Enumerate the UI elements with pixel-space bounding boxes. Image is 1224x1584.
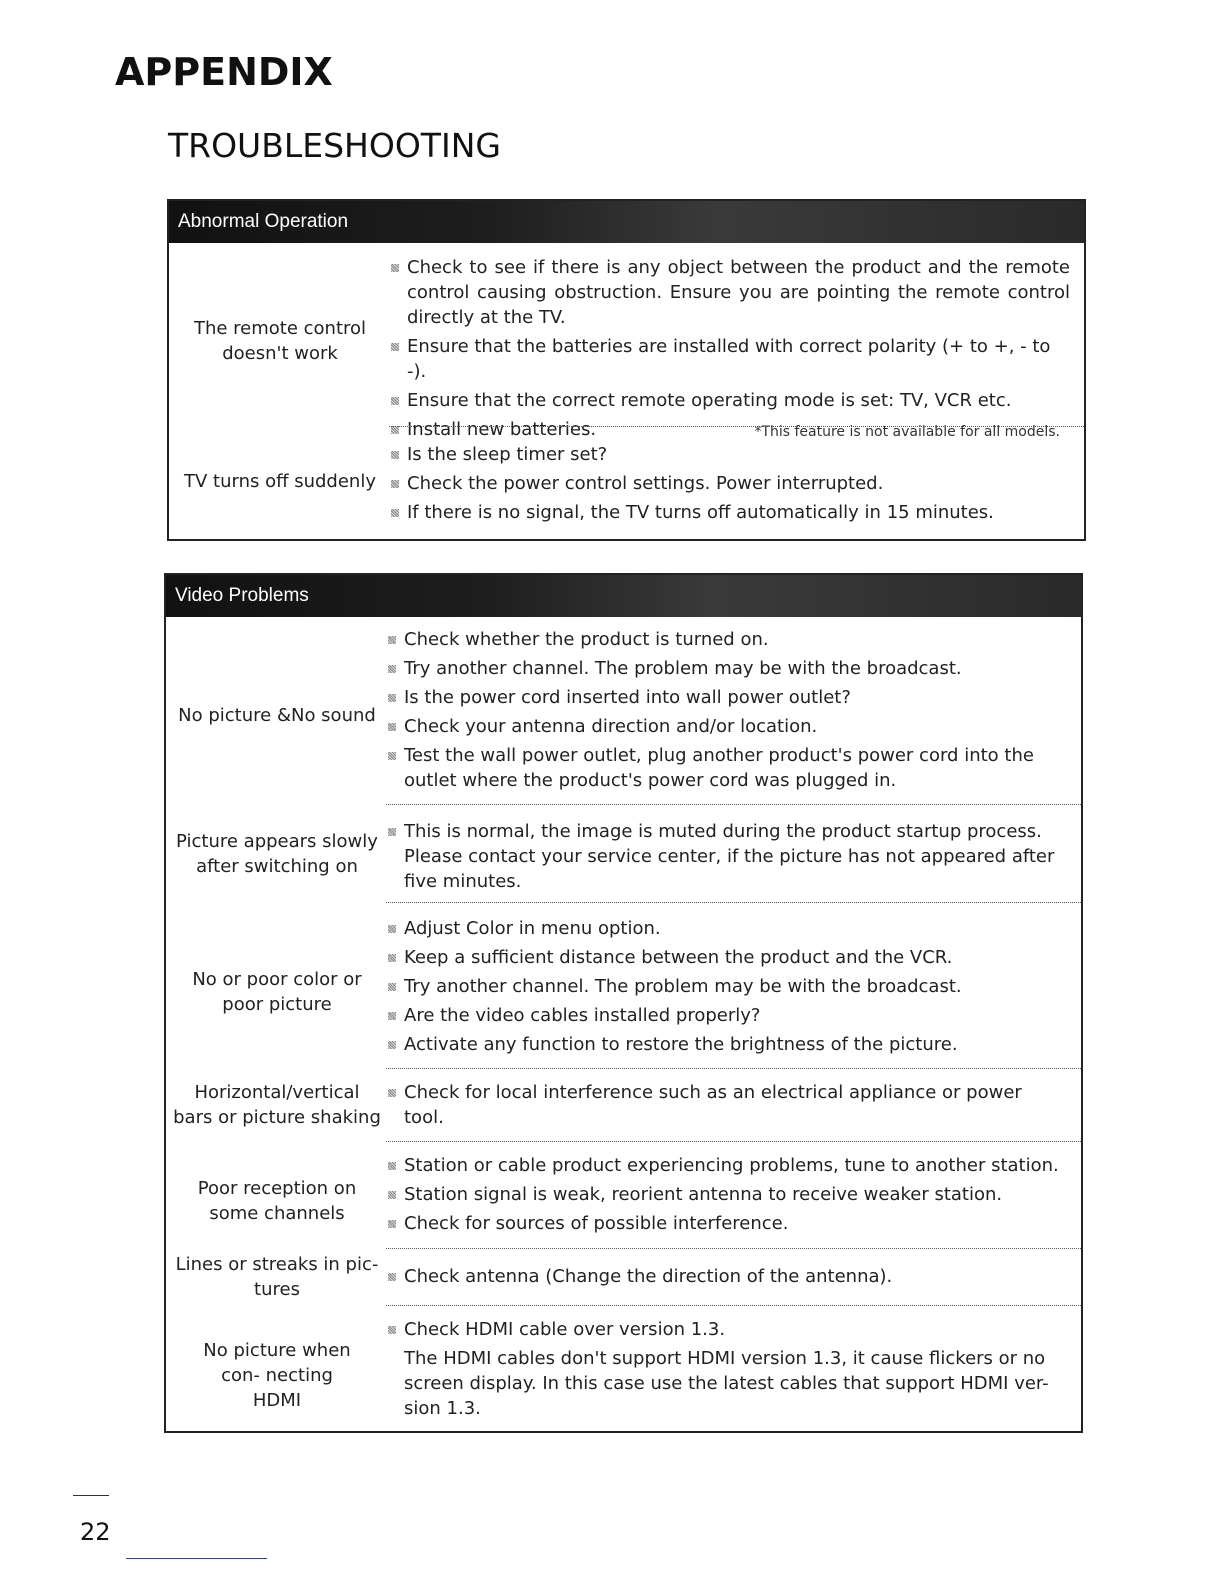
bullet-icon [388, 1089, 396, 1097]
abnormal-operation-table [167, 199, 1086, 541]
solution-list [388, 1153, 1081, 1248]
list-item: Check HDMI cable over version 1.3. [388, 1317, 1067, 1342]
table-row [166, 1248, 1081, 1305]
bullet-icon [391, 343, 399, 351]
list-item: Adjust Color in menu option. [388, 916, 1067, 941]
list-item: Check for sources of possible interference. [388, 1211, 1067, 1236]
list-item: Activate any function to restore the brightness of the picture. [388, 1032, 1067, 1057]
table-row [166, 617, 1081, 804]
list-item: Try another channel. The problem may be with the broadcast. [388, 656, 1067, 681]
list-item: Check to see if there is any object between the product and the remote control causing obstruction. Ensure you are pointing the remote control directly at the TV. [391, 255, 1070, 330]
footer-link-rule [126, 1558, 267, 1559]
problem-label: The remote control doesn't work [193, 317, 367, 364]
table-row [169, 426, 1084, 539]
list-item: Check the power control settings. Power interrupted. [391, 471, 1070, 496]
problem-label: Horizontal/vertical bars or picture shaking [173, 1082, 381, 1128]
problem-label: No picture when con- necting HDMI [203, 1339, 351, 1411]
list-item: Check your antenna direction and/or location. [388, 714, 1067, 739]
list-item: Ensure that the batteries are installed with correct polarity (+ to +, - to -). [391, 334, 1070, 384]
problem-label: Picture appears slowly after switching on [176, 831, 378, 877]
list-item: Station signal is weak, reorient antenna to receive weaker station. [388, 1182, 1067, 1207]
solution-list [388, 916, 1081, 1068]
list-item: This is normal, the image is muted during the product startup process. Please contact your service center, if the picture has not appeared after five minutes. [388, 819, 1067, 894]
bullet-icon [388, 954, 396, 962]
problem-label: No or poor color or poor picture [192, 969, 362, 1015]
table-row [166, 1068, 1081, 1141]
table-row [166, 1141, 1081, 1248]
bullet-icon [388, 723, 396, 731]
bullet-icon [388, 1041, 396, 1049]
bullet-icon [388, 828, 396, 836]
page-number: 22 [80, 1518, 111, 1546]
footer-rule [73, 1495, 109, 1496]
list-item: Check for local interference such as an electrical appliance or power tool. [388, 1080, 1067, 1130]
bullet-icon [388, 1273, 396, 1281]
bullet-icon [391, 480, 399, 488]
bullet-icon [388, 694, 396, 702]
problem-label: TV turns off suddenly [184, 471, 376, 492]
solution-list [388, 627, 1081, 804]
section-title: TROUBLESHOOTING [168, 126, 501, 165]
feature-note: *This feature is not available for all models. [754, 424, 1060, 440]
list-item: Check antenna (Change the direction of the antenna). [388, 1264, 892, 1289]
list-item: Ensure that the correct remote operating mode is set: TV, VCR etc. [391, 388, 1070, 413]
bullet-icon [388, 1012, 396, 1020]
solution-list [391, 442, 1084, 539]
bullet-icon [391, 451, 399, 459]
list-item: Is the power cord inserted into wall power outlet? [388, 685, 1067, 710]
bullet-icon [388, 636, 396, 644]
video-problems-header: Video Problems [166, 575, 1081, 617]
bullet-icon [388, 1191, 396, 1199]
problem-label: No picture &No sound [178, 705, 376, 726]
list-item: Station or cable product experiencing problems, tune to another station. [388, 1153, 1067, 1178]
list-item: Test the wall power outlet, plug another product's power cord into the outlet where the product's power cord was plugged in. [388, 743, 1067, 793]
solution-list [388, 1080, 1081, 1141]
solution-list [388, 1317, 1081, 1433]
bullet-icon [391, 397, 399, 405]
bullet-icon [388, 752, 396, 760]
table-row [166, 1305, 1081, 1433]
bullet-icon [388, 1326, 396, 1334]
list-item: Are the video cables installed properly? [388, 1003, 1067, 1028]
bullet-icon [388, 983, 396, 991]
bullet-icon [391, 509, 399, 517]
list-item: Keep a sufficient distance between the product and the VCR. [388, 945, 1067, 970]
table-row [166, 804, 1081, 902]
table-row [166, 902, 1081, 1068]
bullet-icon [391, 264, 399, 272]
video-problems-table [164, 573, 1083, 1433]
solution-list [388, 1248, 1081, 1305]
solution-list [391, 255, 1084, 440]
bullet-icon [388, 1162, 396, 1170]
list-item: Try another channel. The problem may be with the broadcast. [388, 974, 1067, 999]
problem-label: Poor reception on some channels [197, 1177, 357, 1224]
solution-continuation: The HDMI cables don't support HDMI version 1.3, it cause flickers or no screen display. In this case use the latest cables that support HDMI ver- sion 1.3. [404, 1348, 1049, 1419]
bullet-icon [388, 665, 396, 673]
abnormal-operation-header: Abnormal Operation [169, 201, 1084, 243]
table-row [169, 243, 1084, 440]
list-item: Install new batteries. *This feature is not available for all models. [391, 417, 1070, 442]
bullet-icon [388, 925, 396, 933]
appendix-title: APPENDIX [115, 50, 333, 94]
list-item: If there is no signal, the TV turns off automatically in 15 minutes. [391, 500, 1070, 525]
problem-label: Lines or streaks in pic- tures [175, 1253, 379, 1300]
solution-list [388, 819, 1081, 902]
list-item: Check whether the product is turned on. [388, 627, 1067, 652]
list-item: Is the sleep timer set? [391, 442, 1070, 467]
bullet-icon [388, 1220, 396, 1228]
